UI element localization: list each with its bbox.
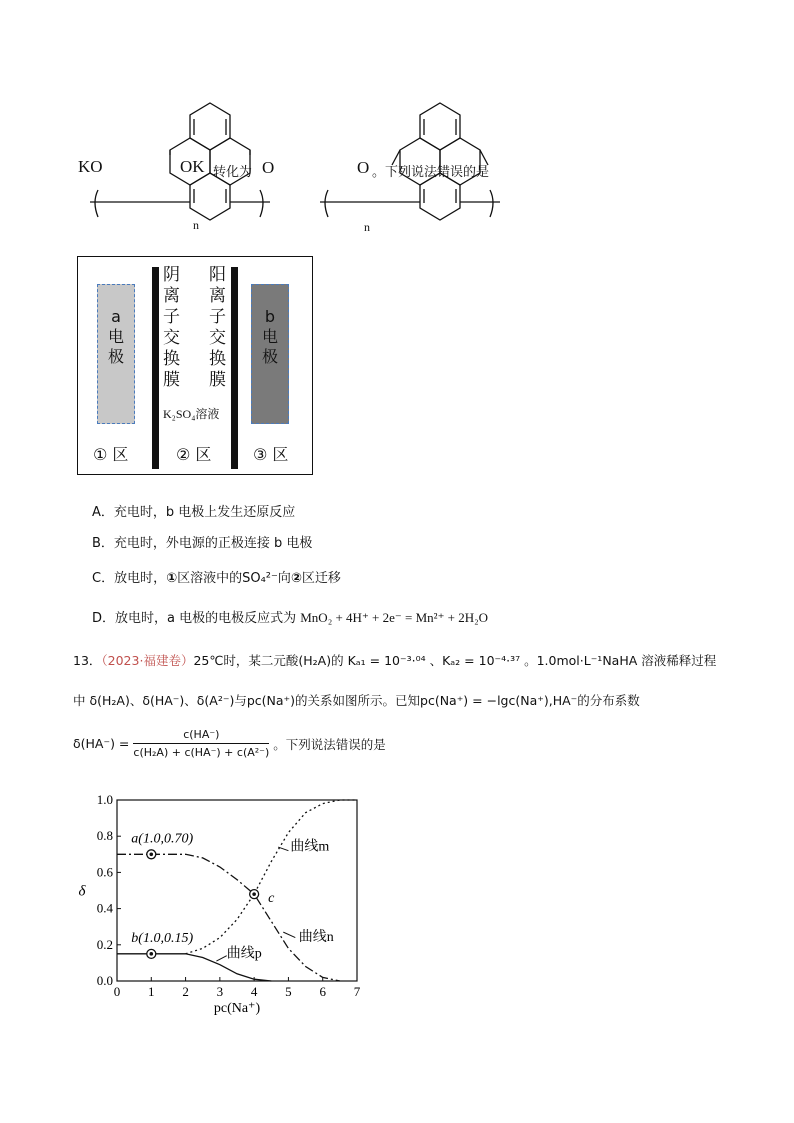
- x-tick-label: 1: [148, 984, 155, 999]
- zone2-label: ② 区: [176, 445, 212, 464]
- option-d-equation: MnO₂ + 4H⁺ + 2e⁻ = Mn²⁺ + 2H₂O: [300, 610, 489, 625]
- q13-line1: [73, 651, 716, 669]
- anion-membrane: [152, 267, 159, 469]
- series-label-leader: [278, 847, 288, 851]
- y-tick-label: 0.8: [96, 828, 113, 844]
- option-d: [92, 607, 488, 626]
- zone1-label: ① 区: [93, 445, 129, 464]
- point-marker-dot: [149, 853, 153, 857]
- ok-right-label: OK: [180, 157, 205, 176]
- question-tail: 。下列说法错误的是: [372, 165, 490, 180]
- solution-label: K₂SO₄溶液: [163, 407, 220, 421]
- option-c-mid: 区溶液中的: [177, 571, 243, 586]
- y-tick-label: 0.6: [96, 864, 113, 880]
- series-name-label: 曲线m: [290, 839, 330, 855]
- y-tick-label: 0.2: [96, 936, 113, 952]
- q13-number: 13．: [73, 653, 102, 668]
- point-marker-dot: [252, 892, 256, 896]
- zone3-label: ③ 区: [253, 445, 289, 464]
- y-tick-label: 1.0: [96, 792, 113, 807]
- cation-membrane-label: 阳离子交换膜: [209, 265, 226, 390]
- q13-line3-tail: 。下列说法错误的是: [273, 736, 386, 752]
- polymer-n-left: n: [193, 218, 199, 232]
- q13-source: （2023·福建卷）: [101, 653, 194, 668]
- option-a: A．充电时，b 电极上发生还原反应: [92, 505, 296, 520]
- option-c-ion: SO₄²⁻: [242, 571, 278, 586]
- q13-line3: [73, 728, 386, 759]
- x-tick-label: 4: [250, 984, 258, 999]
- point-marker-dot: [149, 952, 153, 956]
- series-label-leader: [216, 956, 226, 961]
- q13-line2: 中 δ(H₂A)、δ(HA⁻)、δ(A²⁻)与pc(Na⁺)的关系如图所示。已知pc(Na⁺) = −lgc(Na⁺),HA⁻的分布系数: [73, 693, 640, 708]
- cell-diagram: [77, 256, 313, 475]
- option-c-zone1: ①: [166, 571, 178, 586]
- option-b: B．充电时，外电源的正极连接 b 电极: [92, 536, 313, 551]
- cation-membrane: [231, 267, 238, 469]
- y-tick-label: 0.4: [96, 900, 113, 916]
- option-c: [92, 567, 341, 586]
- polymer-n-right: n: [364, 220, 370, 234]
- ko-left-label: KO: [78, 157, 103, 176]
- b-electrode-label: b 电 极: [261, 307, 278, 366]
- x-tick-label: 7: [353, 984, 361, 999]
- delta-lhs: δ(HA⁻) =: [73, 736, 130, 751]
- fraction-numerator: c(HA⁻): [133, 728, 269, 744]
- o-right-label: O: [357, 158, 370, 177]
- x-tick-label: 0: [113, 984, 121, 999]
- y-axis-label: δ: [78, 883, 86, 900]
- series-label-leader: [283, 932, 295, 937]
- option-c-end: 区迁移: [301, 571, 341, 586]
- y-tick-label: 0.0: [96, 973, 113, 988]
- series-line-1: [117, 854, 340, 981]
- transform-text: 转化为: [213, 165, 253, 180]
- anthraquinone-structures-svg: [70, 95, 630, 245]
- x-tick-label: 2: [182, 984, 189, 999]
- point-label: b(1.0,0.15): [131, 930, 194, 946]
- x-tick-label: 3: [216, 984, 224, 999]
- option-c-post: 向: [277, 571, 291, 586]
- x-tick-label: 5: [285, 984, 292, 999]
- option-d-pre: D．放电时，a 电极的电极反应式为: [92, 611, 297, 626]
- point-label: a(1.0,0.70): [131, 831, 194, 847]
- x-axis-label: pc(Na⁺): [213, 1001, 261, 1016]
- delta-fraction: [133, 728, 269, 759]
- option-c-zone2: ②: [290, 571, 302, 586]
- o-left-label: O: [262, 158, 275, 177]
- x-tick-label: 6: [319, 984, 326, 999]
- fraction-denominator: c(H₂A) + c(HA⁻) + c(A²⁻): [133, 746, 270, 759]
- point-label: c: [268, 891, 275, 907]
- q13-line1-text: 25℃时，某二元酸(H₂A)的 Kₐ₁ = 10⁻³·⁰⁴ 、Kₐ₂ = 10⁻⁴·³⁷ 。1.0mol·L⁻¹NaHA 溶液稀释过程: [193, 653, 717, 668]
- distribution-chart: [70, 785, 380, 1030]
- series-name-label: 曲线n: [298, 930, 334, 946]
- a-electrode-label: a 电 极: [107, 307, 124, 366]
- option-c-pre: C．放电时，: [92, 571, 167, 586]
- series-name-label: 曲线p: [226, 946, 262, 962]
- anion-membrane-label: 阴离子交换膜: [163, 265, 180, 390]
